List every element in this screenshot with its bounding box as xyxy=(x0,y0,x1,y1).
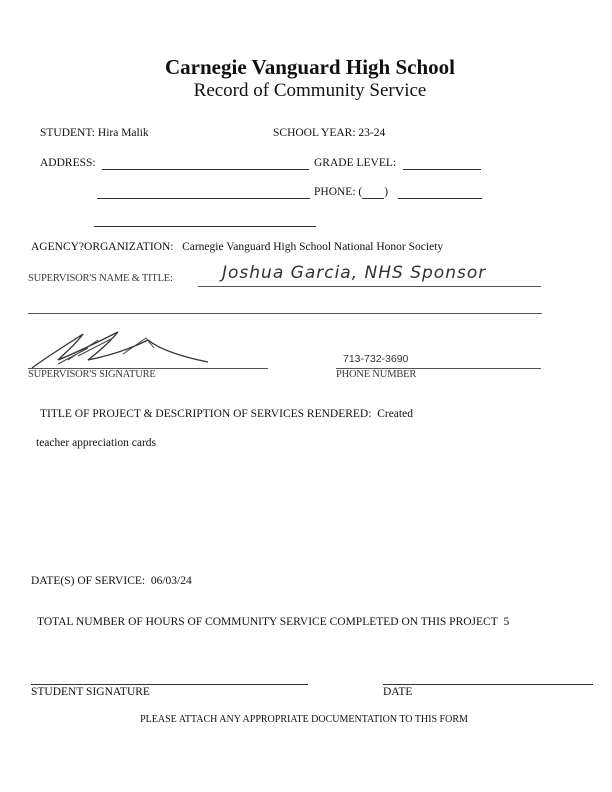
hours-row xyxy=(37,616,509,628)
supervisor-name-title-label: SUPERVISOR'S NAME & TITLE: xyxy=(28,273,173,284)
student-name[interactable]: Hira Malik xyxy=(97,127,149,139)
date-label: DATE xyxy=(383,686,413,698)
date-line[interactable] xyxy=(383,684,593,685)
dates-label: DATE(S) OF SERVICE: xyxy=(31,575,146,587)
address-label: ADDRESS: xyxy=(40,157,96,169)
phone-number-line[interactable] xyxy=(398,198,482,199)
project-label: TITLE OF PROJECT & DESCRIPTION OF SERVICES RENDERED: xyxy=(40,408,372,420)
agency-label: AGENCY?ORGANIZATION: xyxy=(31,241,174,253)
address-line-1[interactable] xyxy=(102,169,309,170)
student-signature-line[interactable] xyxy=(31,684,308,685)
supervisor-signature-label: SUPERVISOR'S SIGNATURE xyxy=(28,369,156,380)
address-line-3[interactable] xyxy=(94,226,316,227)
attach-documentation-note: PLEASE ATTACH ANY APPROPRIATE DOCUMENTATION TO THIS FORM xyxy=(140,714,468,725)
supervisor-signature-image xyxy=(28,326,248,372)
agency-row xyxy=(31,241,443,253)
supervisor-name-title-line[interactable] xyxy=(198,286,541,287)
student-row xyxy=(40,127,149,139)
school-year-label: SCHOOL YEAR: xyxy=(273,127,356,139)
dates-row xyxy=(31,575,192,587)
supervisor-phone-label: PHONE NUMBER xyxy=(336,369,417,380)
student-signature-label: STUDENT SIGNATURE xyxy=(31,686,150,698)
phone-field xyxy=(314,186,388,199)
student-label: STUDENT: xyxy=(40,127,96,139)
grade-level-line[interactable] xyxy=(403,169,481,170)
school-year-row xyxy=(273,127,385,139)
supervisor-name-title-value[interactable]: Joshua Garcia, NHS Sponsor xyxy=(222,263,487,283)
project-value-line1[interactable]: Created xyxy=(377,408,413,420)
agency-value[interactable]: Carnegie Vanguard High School National Honor Society xyxy=(182,241,444,253)
supervisor-extra-line[interactable] xyxy=(28,313,542,314)
hours-value[interactable]: 5 xyxy=(503,616,510,628)
hours-label: TOTAL NUMBER OF HOURS OF COMMUNITY SERVICE COMPLETED ON THIS PROJECT xyxy=(37,616,498,628)
phone-label: PHONE: ( xyxy=(314,186,363,198)
dates-value[interactable]: 06/03/24 xyxy=(150,575,192,587)
form-title: Carnegie Vanguard High School xyxy=(165,55,455,79)
grade-level-label: GRADE LEVEL: xyxy=(314,157,397,169)
school-year-value[interactable]: 23-24 xyxy=(358,127,386,139)
project-value-line2[interactable]: teacher appreciation cards xyxy=(36,437,157,449)
phone-area-code-line[interactable] xyxy=(362,186,384,199)
address-line-2[interactable] xyxy=(97,198,310,199)
supervisor-phone-value[interactable]: 713-732-3690 xyxy=(343,353,409,365)
form-subtitle: Record of Community Service xyxy=(193,80,427,101)
project-row xyxy=(40,408,413,420)
phone-close-paren: ) xyxy=(384,186,389,198)
